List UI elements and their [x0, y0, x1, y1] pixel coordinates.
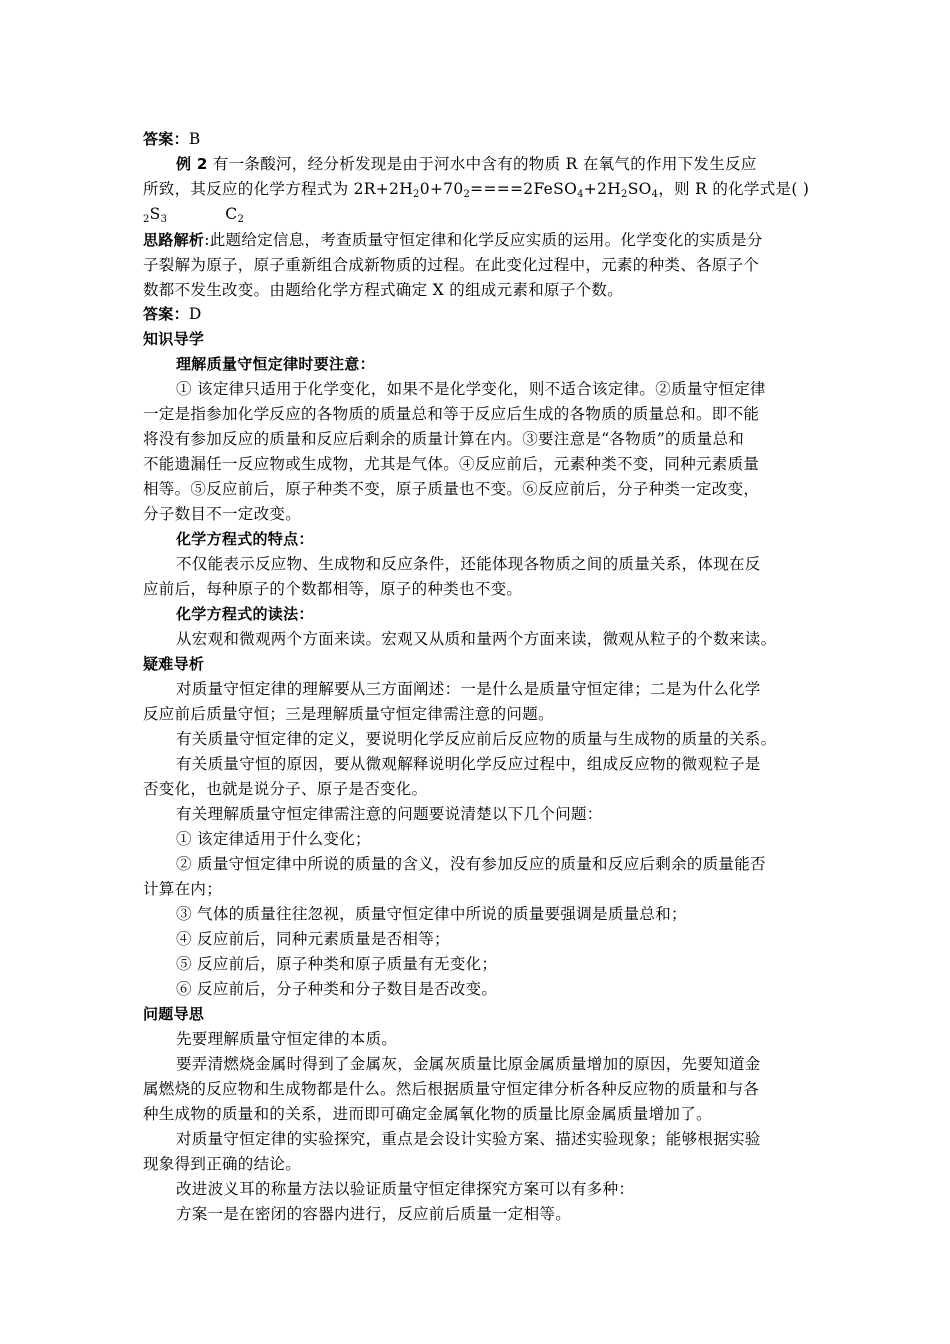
text-line: 数都不发生改变。由题给化学方程式确定 X 的组成元素和原子个数。	[143, 281, 623, 299]
equation-line	[143, 178, 809, 206]
answer-line-1	[143, 128, 201, 150]
text-line: 不仅能表示反应物、生成物和反应条件，还能体现各物质之间的质量关系，体现在反	[176, 555, 761, 573]
text-line: 要弄清燃烧金属时得到了金属灰，金属灰质量比原金属质量增加的原因，先要知道金	[176, 1055, 761, 1073]
subheading: 化学方程式的特点：	[176, 530, 314, 548]
equation-part: 所致，其反应的化学方程式为 2R+2H	[143, 180, 414, 198]
answer-value: D	[188, 305, 202, 323]
options-line	[143, 203, 244, 231]
text-line: 现象得到正确的结论。	[143, 1155, 302, 1173]
subscript: 4	[577, 189, 584, 200]
text-line: 种生成物的质量和的关系，进而即可确定金属氧化物的质量比原金属质量增加了。	[143, 1105, 712, 1123]
analysis-text: :此题给定信息，考查质量守恒定律和化学反应实质的运用。化学变化的实质是分	[204, 231, 763, 249]
list-item: ⑥ 反应前后，分子种类和分子数目是否改变。	[176, 980, 498, 998]
list-item: ④ 反应前后，同种元素质量是否相等；	[176, 930, 450, 948]
equation-part: 0+70	[419, 180, 464, 198]
subscript: 2	[621, 189, 628, 200]
answer-label: 答案：	[143, 305, 189, 323]
equation-part: SO	[627, 180, 652, 198]
section-heading-knowledge: 知识导学	[143, 330, 205, 348]
answer-label: 答案：	[143, 130, 189, 148]
equation-part: ，则 R 的化学式是( )	[658, 180, 810, 198]
text-line: 一定是指参加化学反应的各物质的质量总和等于反应后生成的各物质的质量总和。即不能	[143, 405, 760, 423]
list-item: ⑤ 反应前后，原子种类和原子质量有无变化；	[176, 955, 498, 973]
text-line: 反应前后质量守恒；三是理解质量守恒定律需注意的问题。	[143, 705, 554, 723]
example-label: 例 2	[176, 155, 208, 173]
section-heading-difficulty: 疑难导析	[143, 655, 205, 673]
text-line: ① 该定律只适用于化学变化，如果不是化学变化，则不适合该定律。②质量守恒定律	[176, 380, 766, 398]
option-part: C	[225, 205, 238, 223]
subscript: 2	[463, 189, 471, 200]
list-item: ② 质量守恒定律中所说的质量的含义，没有参加反应的质量和反应后剩余的质量能否	[176, 855, 766, 873]
text-line: 否变化，也就是说分子、原子是否变化。	[143, 780, 428, 798]
text-line: 改进波义耳的称量方法以验证质量守恒定律探究方案可以有多种：	[176, 1180, 635, 1198]
example-2-line	[176, 153, 757, 175]
list-item: ① 该定律适用于什么变化；	[176, 830, 371, 848]
text-line: 计算在内；	[143, 880, 223, 898]
text-line: 将没有参加反应的质量和反应后剩余的质量计算在内。③要注意是“各物质”的质量总和	[143, 430, 745, 448]
analysis-label: 思路解析	[143, 231, 205, 249]
list-item: ③ 气体的质量往往忽视，质量守恒定律中所说的质量要强调是质量总和；	[176, 905, 687, 923]
text-line: 对质量守恒定律的理解要从三方面阐述：一是什么是质量守恒定律；二是为什么化学	[176, 680, 761, 698]
subscript: 2	[237, 214, 245, 225]
text-line: 对质量守恒定律的实验探究，重点是会设计实验方案、描述实验现象；能够根据实验	[176, 1130, 761, 1148]
subheading: 化学方程式的读法：	[176, 605, 314, 623]
text-line: 子裂解为原子，原子重新组合成新物质的过程。在此变化过程中，元素的种类、各原子个	[143, 256, 760, 274]
text-line: 应前后，每种原子的个数都相等，原子的种类也不变。	[143, 580, 523, 598]
text-line: 分子数目不一定改变。	[143, 505, 302, 523]
text-line: 从宏观和微观两个方面来读。宏观又从质和量两个方面来读，微观从粒子的个数来读。	[176, 630, 777, 648]
text-line: 属燃烧的反应物和生成物都是什么。然后根据质量守恒定律分析各种反应物的质量和与各	[143, 1080, 760, 1098]
text-line: 不能遗漏任一反应物或生成物，尤其是气体。④反应前后，元素种类不变，同种元素质量	[143, 455, 760, 473]
subscript: 4	[651, 189, 659, 200]
equation-part: ====2FeSO	[470, 180, 578, 198]
subscript: 2	[413, 189, 420, 200]
option-part: S	[149, 205, 161, 223]
section-heading-thinking: 问题导思	[143, 1005, 205, 1023]
text-line: 相等。⑤反应前后，原子种类不变，原子质量也不变。⑥反应前后，分子种类一定改变，	[143, 480, 760, 498]
subscript: 3	[160, 214, 168, 225]
text-line: 有关质量守恒的原因，要从微观解释说明化学反应过程中，组成反应物的微观粒子是	[176, 755, 761, 773]
text-line: 先要理解质量守恒定律的本质。	[176, 1030, 398, 1048]
text-line: 有关理解质量守恒定律需注意的问题要说清楚以下几个问题：	[176, 805, 603, 823]
example-text: 有一条酸河，经分析发现是由于河水中含有的物质 R 在氧气的作用下发生反应	[207, 155, 757, 173]
text-line: 方案一是在密闭的容器内进行，反应前后质量一定相等。	[176, 1205, 572, 1223]
answer-value: B	[188, 130, 201, 148]
equation-part: +2H	[583, 180, 622, 198]
subscript: 2	[143, 214, 150, 225]
subheading: 理解质量守恒定律时要注意：	[176, 355, 375, 373]
analysis-line	[143, 229, 763, 251]
answer-line-2	[143, 303, 202, 325]
text-line: 有关质量守恒定律的定义，要说明化学反应前后反应物的质量与生成物的质量的关系。	[176, 730, 777, 748]
